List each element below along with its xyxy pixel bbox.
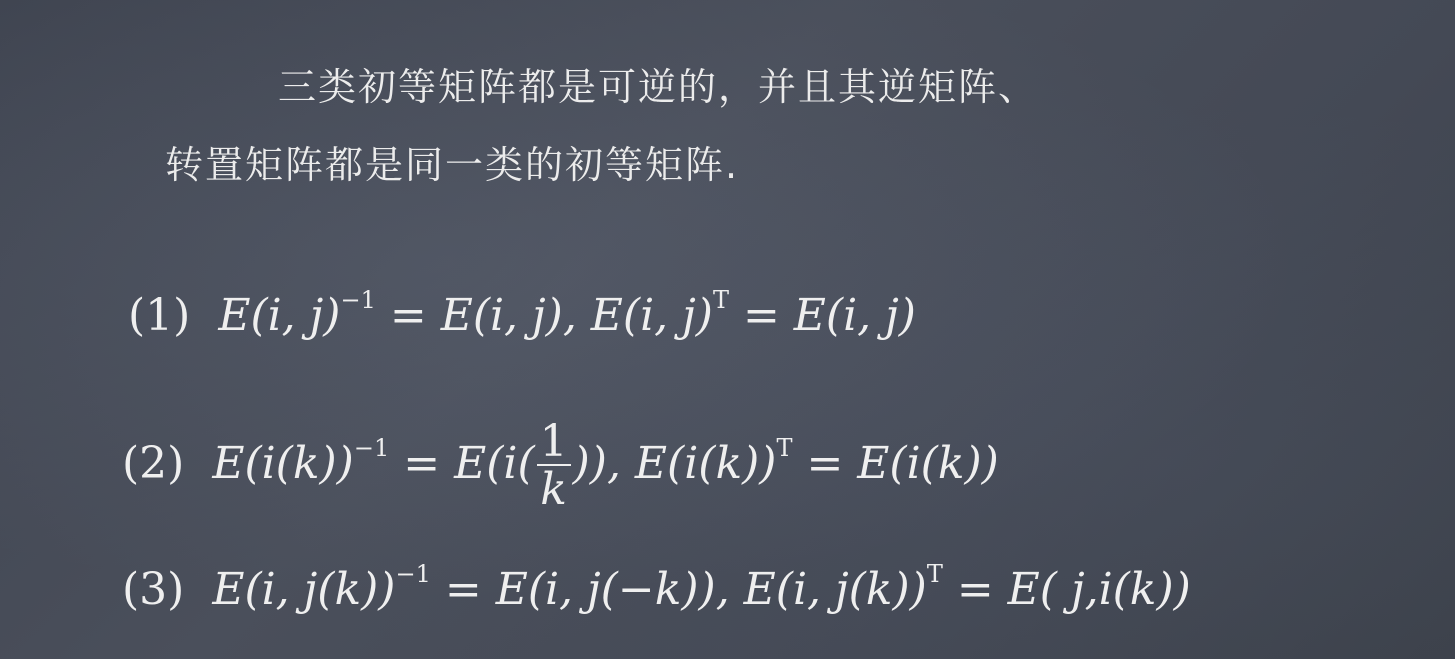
f2-transpose-exp: T — [776, 433, 793, 462]
f2-lhs: E(i(k)) — [212, 437, 354, 489]
f2-fraction — [537, 416, 571, 515]
formula-1 — [128, 286, 916, 341]
f2-inverse-exp: −1 — [353, 433, 390, 462]
formula-1-math — [218, 286, 916, 341]
f2-frac-denominator: k — [540, 464, 567, 515]
formula-1-number: (1) — [128, 290, 191, 341]
f1-lhs: E(i, j) — [218, 290, 341, 341]
formula-2-math — [212, 416, 999, 515]
f1-transpose-exp: T — [712, 286, 729, 314]
formula-3-math — [212, 560, 1191, 615]
f2-mid2: )), E(i(k)) — [572, 437, 777, 489]
intro-line-2: 转置矩阵都是同一类的初等矩阵. — [165, 143, 740, 187]
f3-rhs: = E( j,i(k)) — [942, 564, 1191, 615]
f3-mid: = E(i, j(−k)), E(i, j(k)) — [430, 564, 927, 615]
formula-3 — [122, 560, 1191, 615]
formula-3-number: (3) — [122, 564, 185, 615]
f2-mid: = E(i( — [389, 437, 535, 489]
intro-line-1: 三类初等矩阵都是可逆的，并且其逆矩阵、 — [278, 65, 1039, 109]
f3-lhs: E(i, j(k)) — [212, 564, 396, 615]
f3-inverse-exp: −1 — [395, 560, 431, 588]
formula-2-number: (2) — [122, 437, 185, 489]
f2-rhs: = E(i(k)) — [792, 437, 999, 489]
formula-2 — [122, 416, 999, 515]
f1-mid: = E(i, j), E(i, j) — [375, 290, 713, 341]
f2-frac-numerator: 1 — [537, 420, 571, 466]
f1-inverse-exp: −1 — [340, 286, 376, 314]
f1-rhs: = E(i, j) — [728, 290, 916, 341]
f3-transpose-exp: T — [926, 560, 943, 588]
